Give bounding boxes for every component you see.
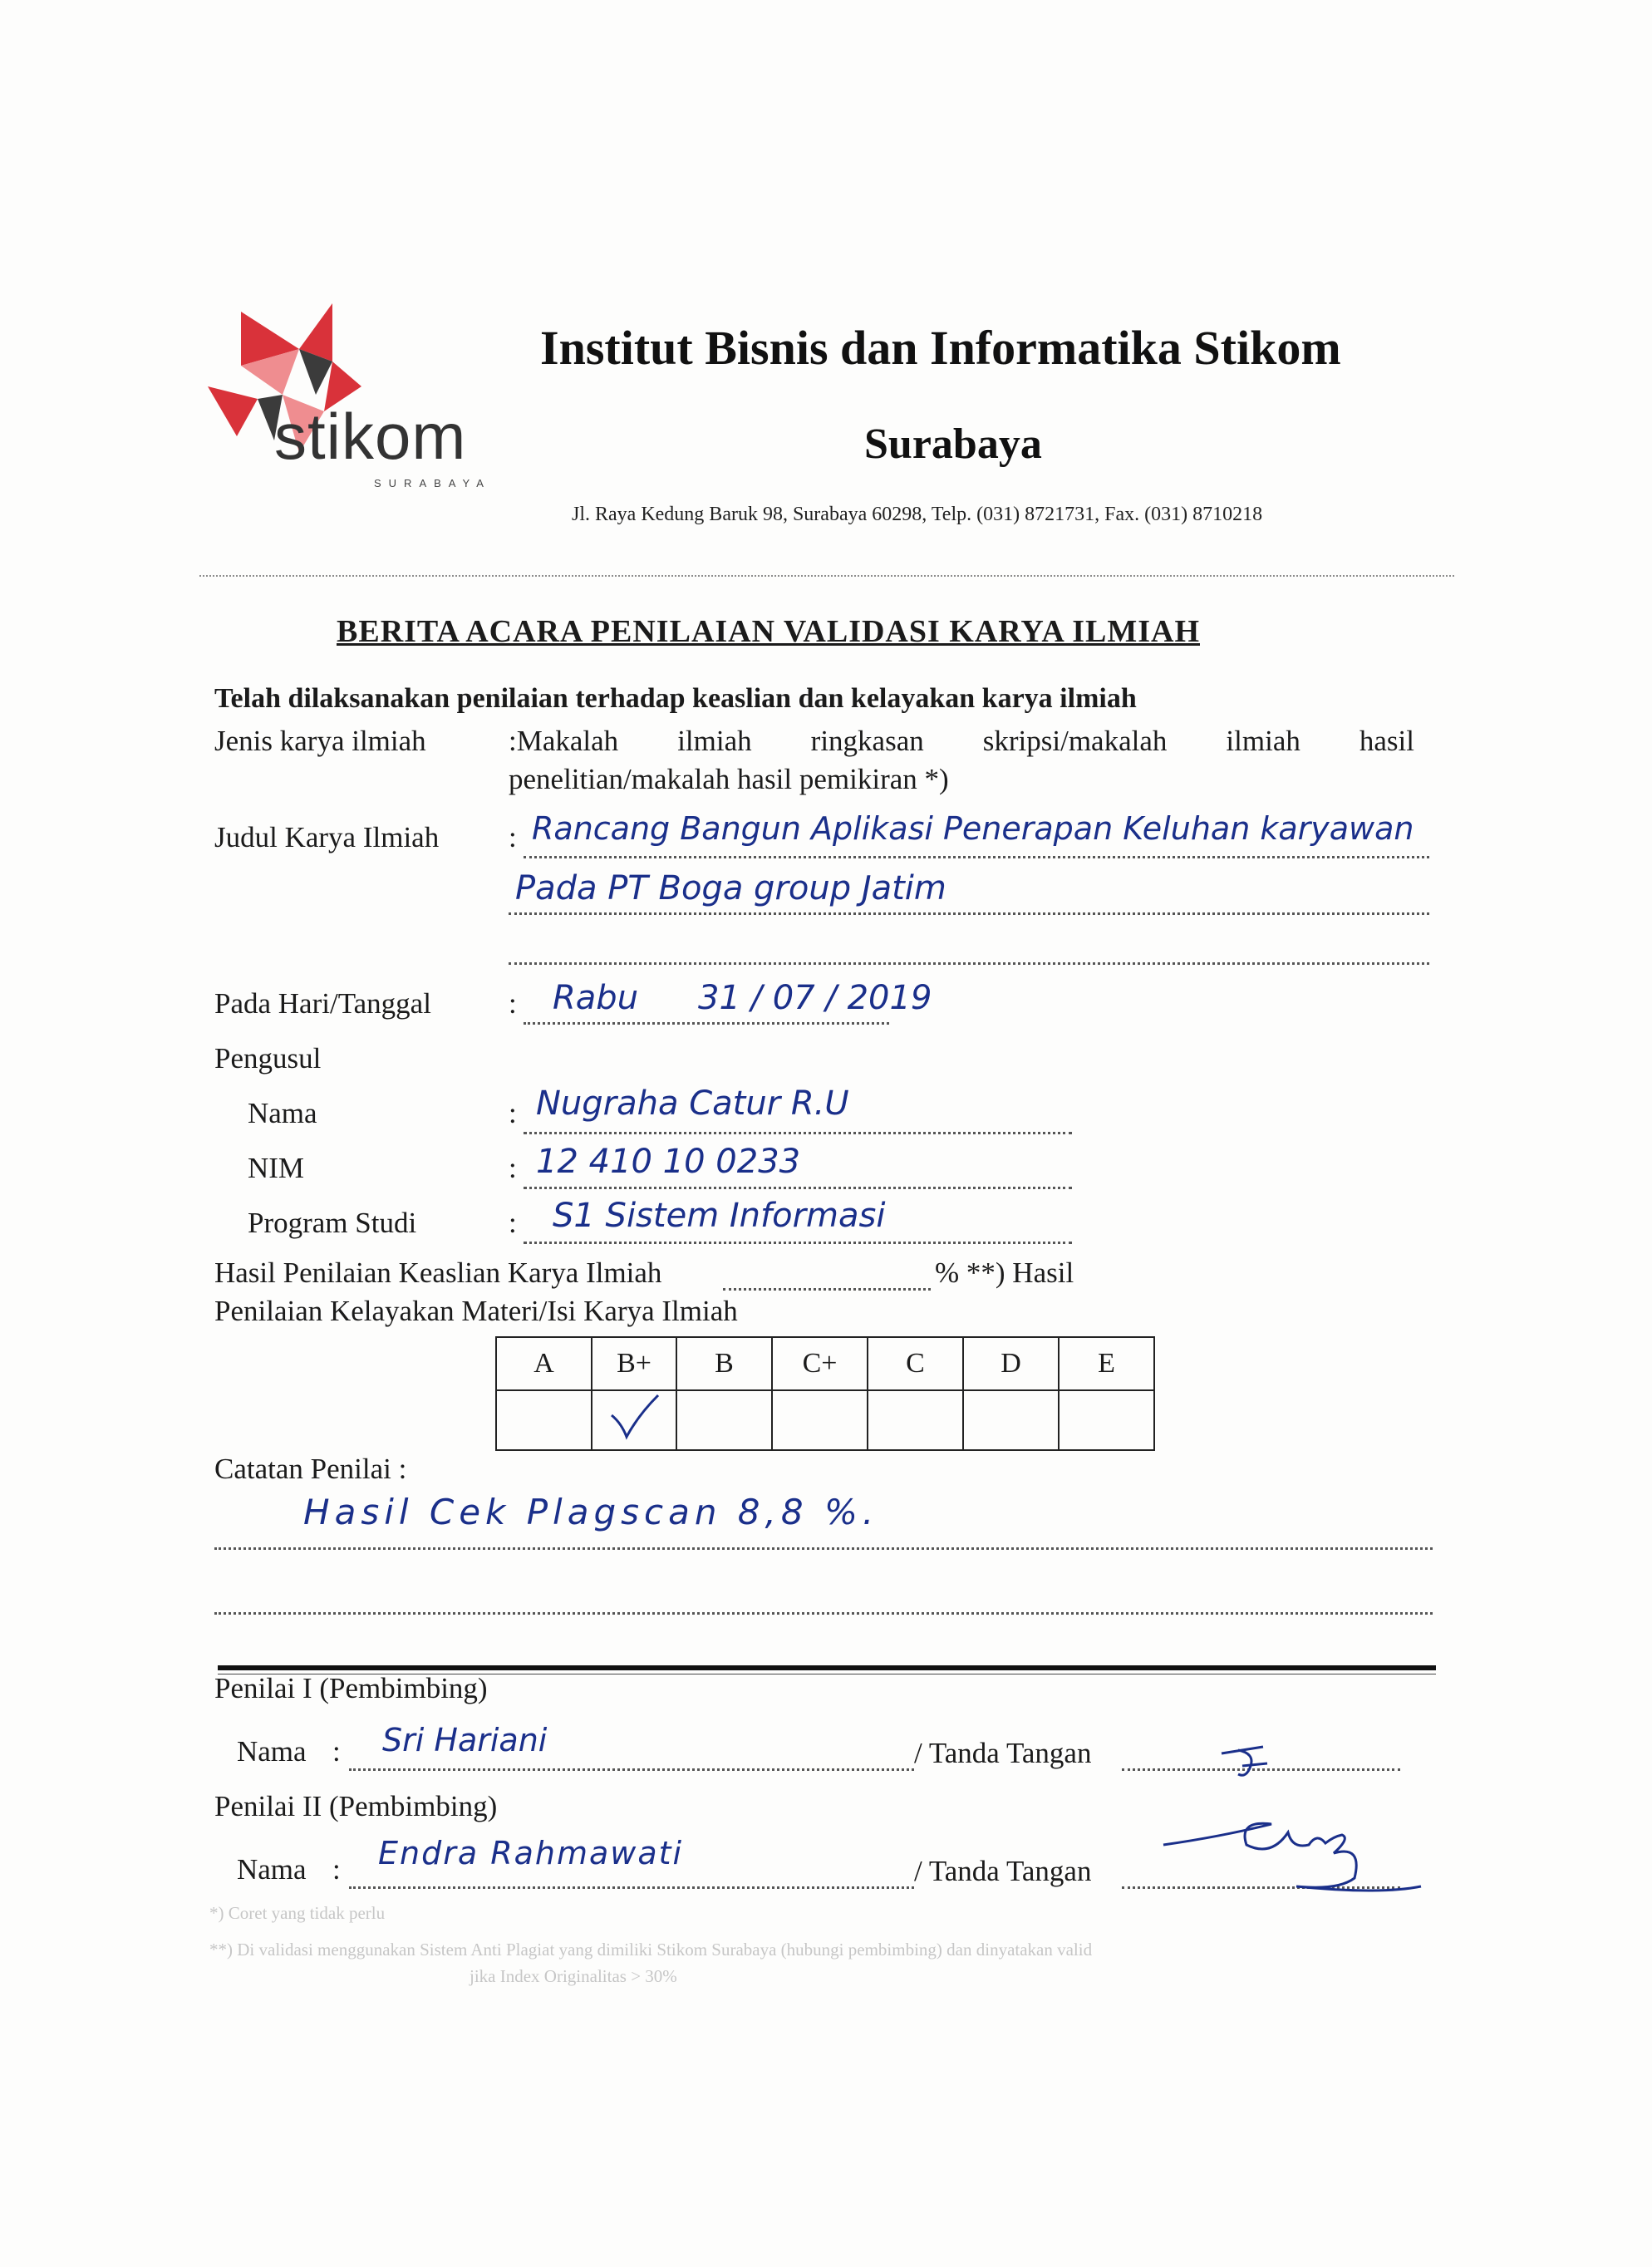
section-divider (218, 1665, 1436, 1670)
nama-value: Nugraha Catur R.U (536, 1084, 849, 1123)
prodi-value: S1 Sistem Informasi (553, 1197, 886, 1235)
nim-label: NIM (248, 1152, 305, 1184)
catatan-label: Catatan Penilai : (214, 1453, 407, 1485)
penilai1-nama-dots (349, 1768, 914, 1771)
nim-value: 12 410 10 0233 (536, 1143, 801, 1181)
institute-city: Surabaya (864, 420, 1042, 468)
penilai2-label: Penilai II (Pembimbing) (214, 1790, 498, 1822)
judul-colon: : (509, 821, 517, 853)
penilai2-ttd-label: / Tanda Tangan (914, 1855, 1092, 1887)
penilai1-colon: : (332, 1735, 341, 1768)
institute-name: Institut Bisnis dan Informatika Stikom (540, 321, 1341, 375)
prodi-label: Program Studi (248, 1207, 417, 1239)
footnote-3: jika Index Originalitas > 30% (470, 1966, 677, 1986)
hasil-dots (723, 1288, 931, 1291)
catatan-text: Hasil Cek Plagscan 8,8 %. (303, 1492, 879, 1532)
tanggal-label: Pada Hari/Tanggal (214, 987, 431, 1020)
judul-line1: Rancang Bangun Aplikasi Penerapan Keluhan karyawan (532, 810, 1414, 847)
grade-bplus-cell (592, 1390, 676, 1450)
penilai1-label: Penilai I (Pembimbing) (214, 1672, 488, 1704)
intro-text: Telah dilaksanakan penilaian terhadap keaslian dan kelayakan karya ilmiah (214, 683, 1137, 714)
judul-line2: Pada PT Boga group Jatim (515, 869, 946, 907)
hasil-line1-end: % **) Hasil (935, 1256, 1074, 1289)
penilai1-signature-icon (1205, 1729, 1305, 1787)
logo-subtitle: SURABAYA (374, 477, 491, 489)
header-divider (199, 575, 1454, 577)
hasil-line2: Penilaian Kelayakan Materi/Isi Karya Ilmiah (214, 1295, 738, 1327)
grade-c: C (868, 1337, 963, 1390)
footnote-1: *) Coret yang tidak perlu (209, 1903, 386, 1923)
grade-b: B (676, 1337, 772, 1390)
hasil-line1-label: Hasil Penilaian Keaslian Karya Ilmiah (214, 1256, 662, 1289)
prodi-colon: : (509, 1207, 517, 1239)
tanggal-dots (524, 1022, 889, 1025)
catatan-line2-dots (214, 1612, 1433, 1615)
grade-d-cell (963, 1390, 1059, 1450)
penilai2-nama: Endra Rahmawati (378, 1835, 684, 1871)
judul-line2-dots (509, 912, 1429, 915)
judul-line1-dots (524, 856, 1429, 858)
nama-label: Nama (248, 1097, 317, 1129)
penilai2-nama-dots (349, 1886, 914, 1889)
jenis-label: Jenis karya ilmiah (214, 725, 426, 757)
institute-address: Jl. Raya Kedung Baruk 98, Surabaya 60298, Telp. (031) 8721731, Fax. (031) 8710218 (572, 504, 1263, 525)
pengusul-label: Pengusul (214, 1042, 322, 1074)
penilai2-signature-icon (1147, 1787, 1429, 1911)
nama-dots (524, 1132, 1072, 1134)
grade-c-cell (868, 1390, 963, 1450)
document-title: BERITA ACARA PENILAIAN VALIDASI KARYA ILMIAH (337, 614, 1200, 649)
nim-colon: : (509, 1152, 517, 1184)
checkmark-icon (605, 1392, 663, 1442)
tanggal-colon: : (509, 987, 517, 1020)
grade-a-cell (496, 1390, 592, 1450)
grade-cplus-cell (772, 1390, 868, 1450)
nim-dots (524, 1187, 1072, 1189)
penilai1-nama-label: Nama (237, 1735, 307, 1768)
penilai1-nama: Sri Hariani (382, 1722, 548, 1758)
penilai2-colon: : (332, 1853, 341, 1886)
grade-e: E (1059, 1337, 1154, 1390)
footnote-2: **) Di validasi menggunakan Sistem Anti Plagiat yang dimiliki Stikom Surabaya (hubungi pembimbing) dan dinyatakan valid (209, 1940, 1093, 1960)
grade-bplus: B+ (592, 1337, 676, 1390)
grade-check-row (496, 1390, 1154, 1450)
grade-header-row (496, 1337, 1154, 1390)
grade-b-cell (676, 1390, 772, 1450)
judul-line3-dots (509, 962, 1429, 965)
grade-table (495, 1336, 1155, 1451)
penilai1-ttd-label: / Tanda Tangan (914, 1737, 1092, 1769)
grade-cplus: C+ (772, 1337, 868, 1390)
jenis-line1: :Makalah ilmiah ringkasan skripsi/makalah ilmiah hasil (509, 725, 1414, 757)
catatan-line1-dots (214, 1547, 1433, 1550)
grade-d: D (963, 1337, 1059, 1390)
grade-a: A (496, 1337, 592, 1390)
tanggal-date: 31 / 07 / 2019 (698, 979, 932, 1017)
logo-wordmark: stikom (274, 400, 467, 473)
judul-label: Judul Karya Ilmiah (214, 821, 440, 853)
penilai2-nama-label: Nama (237, 1853, 307, 1886)
tanggal-day: Rabu (553, 979, 639, 1017)
prodi-dots (524, 1242, 1072, 1244)
nama-colon: : (509, 1097, 517, 1129)
jenis-line2: penelitian/makalah hasil pemikiran *) (509, 763, 949, 795)
grade-e-cell (1059, 1390, 1154, 1450)
